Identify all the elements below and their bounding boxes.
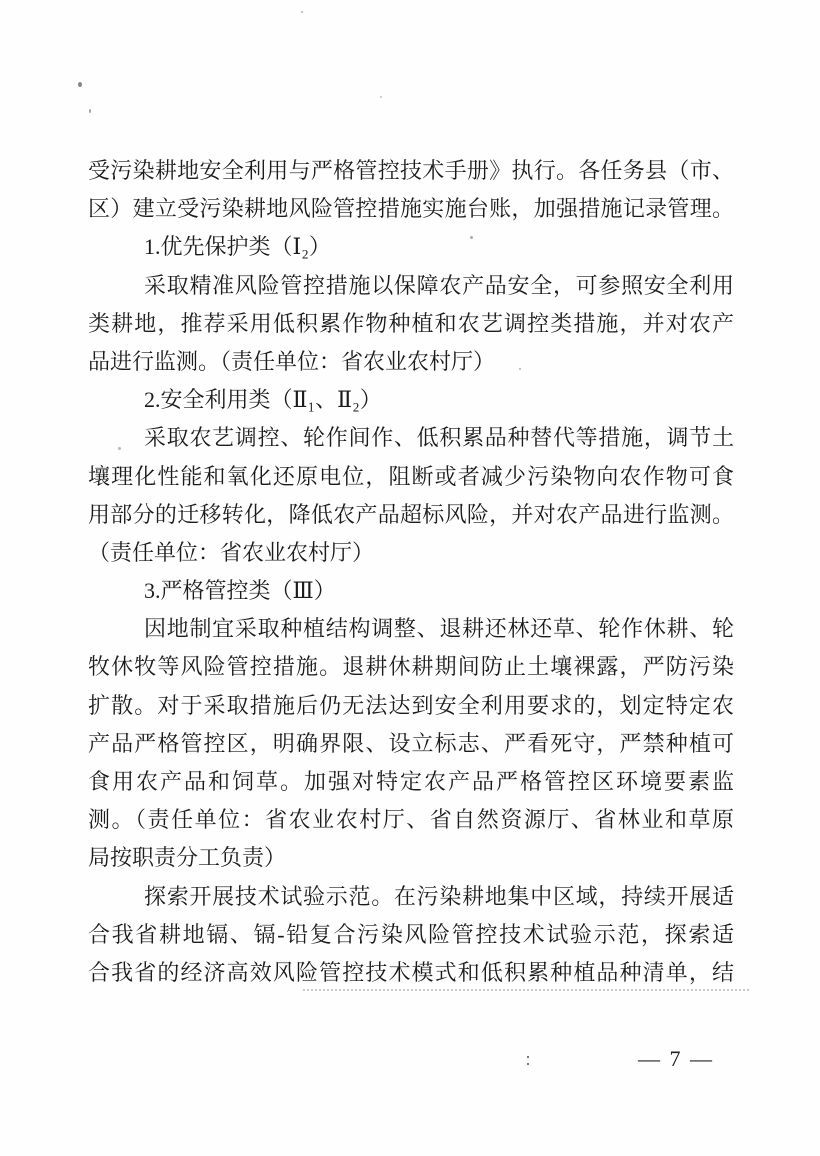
scan-speck <box>519 368 521 370</box>
text-line: 测。（责任单位：省农业农村厅、省自然资源厅、省林业和草原 <box>88 807 734 833</box>
heading-strict-control: 3.严格管控类（Ⅲ） <box>144 578 336 604</box>
text-line: 食用农产品和饲草。加强对特定农产品严格管控区环境要素监 <box>88 769 734 794</box>
scan-speck <box>78 82 82 87</box>
text-line: 牧休牧等风险管控措施。退耕休耕期间防止土壤裸露，严防污染 <box>88 654 734 680</box>
scan-speck <box>301 11 303 13</box>
text-line: 因地制宜采取种植结构调整、退耕还林还草、轮作休耕、轮 <box>144 616 734 642</box>
text-line: 受污染耕地安全利用与严格管控技术手册》执行。各任务县（市、 <box>88 158 734 183</box>
text-line: 局按职责分工负责） <box>88 845 287 871</box>
text-line: 区）建立受污染耕地风险管控措施实施台账，加强措施记录管理。 <box>88 196 734 222</box>
scan-speck <box>89 109 91 113</box>
scan-speck <box>527 1056 529 1058</box>
text-line: 用部分的迁移转化，降低农产品超标风险，并对农产品进行监测。 <box>88 501 734 527</box>
text-line: 产品严格管控区，明确界限、设立标志、严看死守，严禁种植可 <box>88 730 734 756</box>
text-line: 采取精准风险管控措施以保障农产品安全，可参照安全利用 <box>144 272 734 298</box>
text-line: 合我省耕地镉、镉-铅复合污染风险管控技术试验示范，探索适 <box>88 921 734 947</box>
scan-dust-line <box>303 989 749 991</box>
document-body <box>88 152 734 992</box>
scan-speck <box>380 96 382 98</box>
text-line: 探索开展技术试验示范。在污染耕地集中区域，持续开展适 <box>144 883 734 909</box>
text-line: 品进行监测。（责任单位：省农业农村厅） <box>88 348 496 374</box>
scan-speck <box>118 447 121 450</box>
text-line: 扩散。对于采取措施后仍无法达到安全利用要求的，划定特定农 <box>88 692 734 718</box>
scan-speck <box>470 236 473 239</box>
text-line: （责任单位：省农业农村厅） <box>88 539 375 565</box>
heading-safe-utilization: 2.安全利用类（Ⅱ₁、Ⅱ₂） <box>144 387 382 413</box>
text-line: 合我省的经济高效风险管控技术模式和低积累种植品种清单，结 <box>88 959 734 985</box>
text-line: 壤理化性能和氧化还原电位，阻断或者减少污染物向农作物可食 <box>88 463 734 489</box>
text-line: 采取农艺调控、轮作间作、低积累品种替代等措施，调节土 <box>144 425 734 451</box>
heading-priority-protection: 1.优先保护类（Ⅰ₂） <box>144 234 331 260</box>
text-line: 类耕地，推荐采用低积累作物种植和农艺调控类措施，并对农产 <box>88 310 734 336</box>
page-number: — 7 — <box>638 1046 714 1071</box>
